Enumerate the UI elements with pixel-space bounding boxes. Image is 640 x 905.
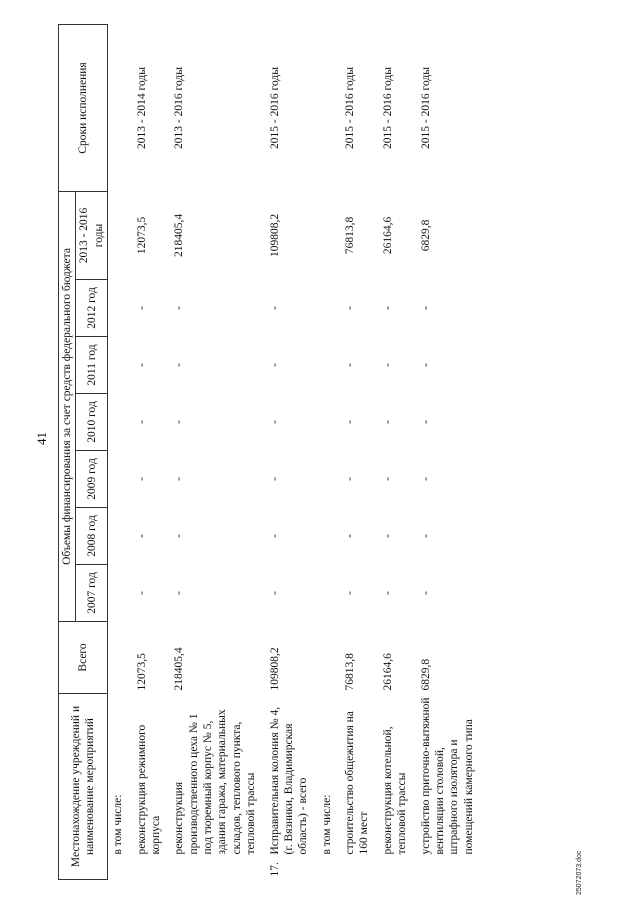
- row-index: [340, 858, 378, 880]
- row-year-value: [108, 336, 132, 393]
- row-year-value: -: [381, 477, 394, 481]
- table-row: [265, 24, 317, 879]
- header-funding-group: Объемы финансирования за счет средств федерального бюджета: [59, 191, 76, 621]
- header-year: 2013 - 2016 годы: [76, 191, 108, 279]
- row-year-value: [108, 393, 132, 450]
- page-number: 41: [34, 432, 49, 445]
- row-year-value: -: [173, 591, 186, 595]
- row-name: устройство приточно-вытяжной вентиляции столовой, штрафного изолятора и помещений камерного типа: [419, 697, 475, 855]
- row-year-value: -: [135, 306, 148, 310]
- row-total: 76813,8: [344, 653, 356, 691]
- row-year-value: -: [419, 591, 432, 595]
- row-term: 2013 - 2014 годы: [135, 67, 148, 149]
- row-name: Исправительная колония № 4, (г. Вязники, Владимирская область) - всего: [268, 706, 310, 855]
- header-total-column: Всего: [59, 621, 108, 693]
- row-year-value: [108, 279, 132, 336]
- row-term: 2013 - 2016 годы: [173, 67, 186, 149]
- row-index: [108, 858, 132, 880]
- row-name: реконструкция режимного корпуса: [135, 724, 162, 855]
- row-index: [317, 858, 340, 880]
- row-index: [132, 858, 170, 880]
- table-row: [108, 24, 132, 879]
- row-year-value: -: [381, 306, 394, 310]
- row-year-value: -: [173, 477, 186, 481]
- row-year-value: -: [135, 534, 148, 538]
- header-year: 2012 год: [76, 279, 108, 336]
- row-total: 6829,8: [419, 658, 432, 691]
- row-year-value: 12073,5: [135, 216, 148, 255]
- row-year-value: -: [173, 534, 186, 538]
- row-year-value: -: [419, 420, 432, 424]
- document-filename: 25072073.doc: [576, 850, 583, 895]
- row-year-value: -: [268, 306, 281, 310]
- table-row: [340, 24, 378, 879]
- row-year-value: 218405,4: [173, 213, 186, 258]
- row-term: [317, 24, 340, 191]
- row-term: 2015 - 2016 годы: [419, 67, 432, 149]
- row-year-value: [317, 507, 340, 564]
- row-year-value: -: [419, 363, 432, 367]
- row-year-value: [317, 279, 340, 336]
- row-year-value: 76813,8: [344, 216, 356, 255]
- row-total: [317, 621, 340, 693]
- row-term: 2015 - 2016 годы: [268, 67, 281, 149]
- row-total: [108, 621, 132, 693]
- row-year-value: -: [381, 363, 394, 367]
- header-term-column: Сроки исполнения: [59, 24, 108, 191]
- row-term: 2015 - 2016 годы: [381, 67, 394, 149]
- row-year-value: [317, 564, 340, 621]
- table-body: [108, 24, 482, 879]
- row-name: в том числе:: [320, 794, 333, 855]
- row-year-value: [317, 191, 340, 279]
- row-year-value: [108, 564, 132, 621]
- row-year-value: -: [135, 420, 148, 424]
- row-year-value: [108, 191, 132, 279]
- row-year-value: -: [268, 591, 281, 595]
- header-year: 2009 год: [76, 450, 108, 507]
- row-index: [169, 858, 264, 880]
- budget-table-sheet: [58, 25, 578, 880]
- row-year-value: -: [381, 420, 394, 424]
- row-year-value: -: [268, 363, 281, 367]
- table-row: [132, 24, 170, 879]
- row-name: строительство общежития на 160 мест: [344, 711, 371, 855]
- header-year: 2011 год: [76, 336, 108, 393]
- row-name: реконструкция котельной, тепловой трассы: [381, 726, 409, 855]
- row-total: 218405,4: [173, 647, 186, 691]
- row-year-value: -: [173, 306, 186, 310]
- budget-table: [58, 24, 482, 880]
- row-year-value: [317, 336, 340, 393]
- row-total: 26164,6: [381, 653, 394, 691]
- row-year-value: 109808,2: [268, 213, 281, 258]
- row-year-value: -: [344, 591, 356, 595]
- table-row: [378, 24, 416, 879]
- row-year-value: [317, 393, 340, 450]
- row-year-value: -: [344, 306, 356, 310]
- row-name: в том числе:: [112, 794, 125, 855]
- row-year-value: -: [268, 477, 281, 481]
- header-name-column: Местонахождение учреждений и наименование мероприятий: [59, 693, 108, 879]
- row-year-value: -: [381, 591, 394, 595]
- row-year-value: -: [344, 363, 356, 367]
- header-year: 2010 год: [76, 393, 108, 450]
- row-year-value: -: [173, 420, 186, 424]
- row-year-value: -: [419, 534, 432, 538]
- row-year-value: -: [173, 363, 186, 367]
- header-year: 2007 год: [76, 564, 108, 621]
- row-year-value: 6829,8: [419, 219, 432, 252]
- row-name: реконструкция производственного цеха № 1 под тюремный корпус № 5, здания гаража, материальных складов, теплового пункта, тепловой трассы: [173, 709, 258, 855]
- row-index: [378, 858, 416, 880]
- row-total: 12073,5: [135, 653, 148, 691]
- row-year-value: [108, 450, 132, 507]
- row-year-value: [108, 507, 132, 564]
- row-year-value: 26164,6: [381, 216, 394, 255]
- row-year-value: -: [344, 477, 356, 481]
- row-term: [108, 24, 132, 191]
- row-year-value: -: [419, 306, 432, 310]
- header-year: 2008 год: [76, 507, 108, 564]
- row-year-value: -: [419, 477, 432, 481]
- table-row: [416, 24, 483, 879]
- row-index: [416, 858, 483, 880]
- table-row: [317, 24, 340, 879]
- row-year-value: -: [268, 534, 281, 538]
- row-year-value: -: [344, 534, 356, 538]
- row-year-value: -: [135, 591, 148, 595]
- row-year-value: -: [135, 477, 148, 481]
- row-year-value: -: [268, 420, 281, 424]
- row-year-value: -: [135, 363, 148, 367]
- row-total: 109808,2: [268, 647, 281, 691]
- row-term: 2015 - 2016 годы: [344, 67, 356, 149]
- table-header: [59, 24, 108, 879]
- table-row: [169, 24, 264, 879]
- row-index: 17.: [268, 862, 281, 877]
- row-year-value: [317, 450, 340, 507]
- row-year-value: -: [381, 534, 394, 538]
- row-year-value: -: [344, 420, 356, 424]
